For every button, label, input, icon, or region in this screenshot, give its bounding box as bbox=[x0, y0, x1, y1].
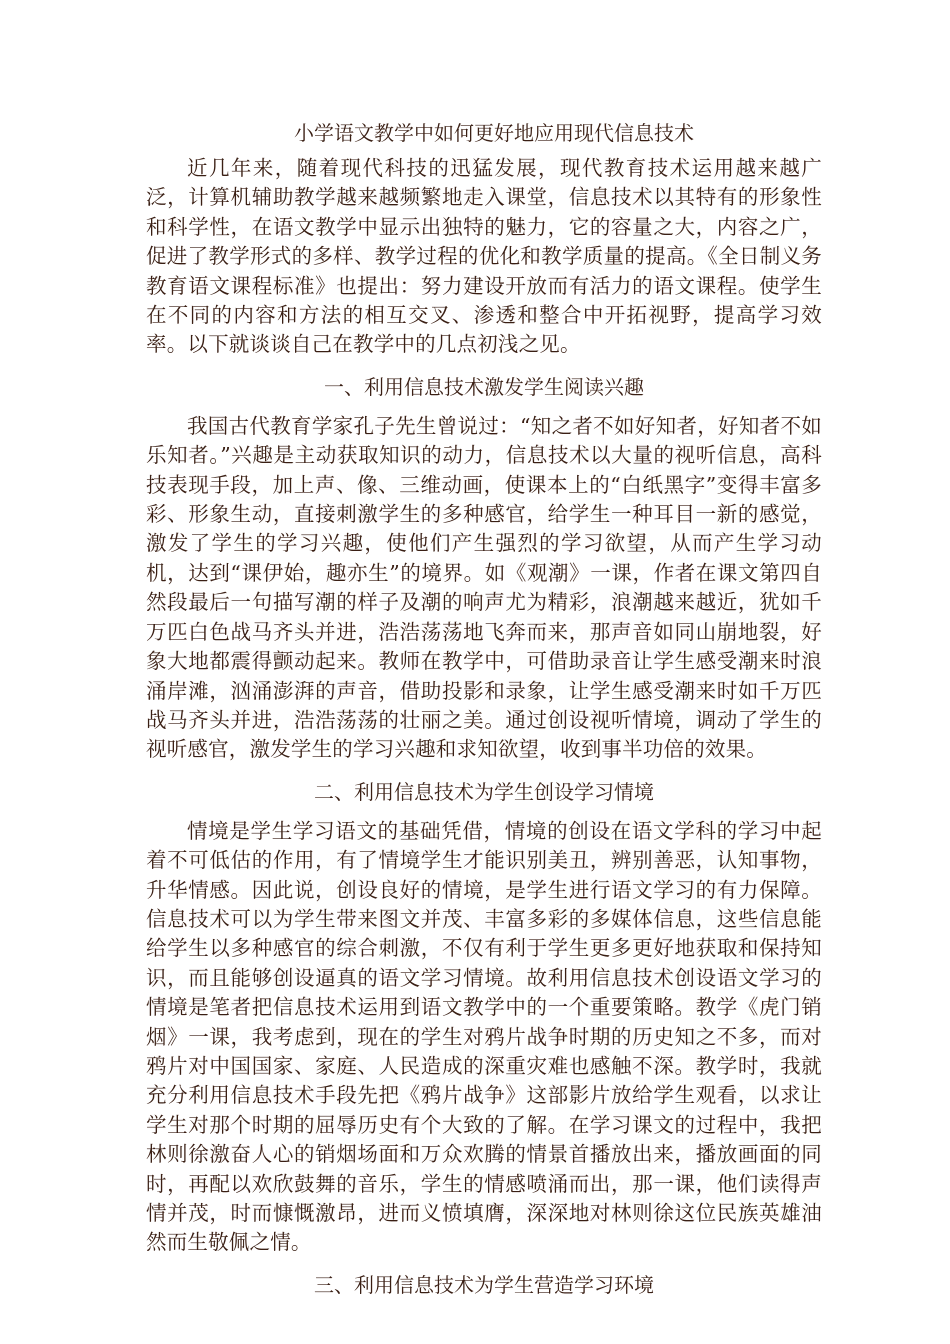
document-title: 小学语文教学中如何更好地应用现代信息技术 bbox=[294, 121, 694, 145]
section-1-body: 我国古代教育学家孔子先生曾说过：“知之者不如好知者，好知者不如乐知者。”兴趣是主动获取知识的动力，信息技术以大量的视听信息，高科技表现手段，加上声、像、三维动画，使课本上的“白纸黑字”变得丰富多彩、形象生动，直接刺激学生的多种感官，给学生一种耳目一新的感觉，激发了学生的学习兴趣，使他们产生强烈的学习欲望，从而产生学习动机，达到“课伊始，趣亦生”的境界。如《观潮》一课，作者在课文第四自然段最后一句描写潮的样子及潮的响声尤为精彩，浪潮越来越近，犹如千万匹白色战马齐头并进，浩浩荡荡地飞奔而来，那声音如同山崩地裂，好象大地都震得颤动起来。教师在教学中，可借助录音让学生感受潮来时浪涌岸滩，汹涌澎湃的声音，借助投影和录象，让学生感受潮来时如千万匹战马齐头并进，浩浩荡荡的壮丽之美。通过创设视听情境，调动了学生的视听感官，激发学生的学习兴趣和求知欲望，收到事半功倍的效果。 bbox=[146, 413, 822, 762]
document-page bbox=[146, 118, 822, 1310]
section-1-heading: 一、利用信息技术激发学生阅读兴趣 bbox=[324, 374, 644, 399]
section-2-body: 情境是学生学习语文的基础凭借，情境的创设在语文学科的学习中起着不可低估的作用，有了情境学生才能识别美丑，辨别善恶，认知事物，升华情感。因此说，创设良好的情境，是学生进行语文学习的有力保障。信息技术可以为学生带来图文并茂、丰富多彩的多媒体信息，这些信息能给学生以多种感官的综合刺激，不仅有利于学生更多更好地获取和保持知识，而且能够创设逼真的语文学习情境。故利用信息技术创设语文学习的情境是笔者把信息技术运用到语文教学中的一个重要策略。教学《虎门销烟》一课，我考虑到，现在的学生对鸦片战争时期的历史知之不多，而对鸦片对中国国家、家庭、人民造成的深重灾难也感触不深。教学时，我就充分利用信息技术手段先把《鸦片战争》这部影片放给学生观看，以求让学生对那个时期的屈辱历史有个大致的了解。在学习课文的过程中，我把林则徐激奋人心的销烟场面和万众欢腾的情景首播放出来，播放画面的同时，再配以欢欣鼓舞的音乐，学生的情感喷涌而出，那一课，他们读得声情并茂，时而慷慨激昂，进而义愤填膺，深深地对林则徐这位民族英雄油然而生敬佩之情。 bbox=[146, 818, 822, 1255]
intro-paragraph: 近几年来，随着现代科技的迅猛发展，现代教育技术运用越来越广泛，计算机辅助教学越来越频繁地走入课堂，信息技术以其特有的形象性和科学性，在语文教学中显示出独特的魅力，它的容量之大，内容之广，促进了教学形式的多样、教学过程的优化和教学质量的提高。《全日制义务教育语文课程标准》也提出：努力建设开放而有活力的语文课程。使学生在不同的内容和方法的相互交叉、渗透和整合中开拓视野，提高学习效率。以下就谈谈自己在教学中的几点初浅之见。 bbox=[146, 156, 822, 357]
section-2-heading: 二、利用信息技术为学生创设学习情境 bbox=[314, 779, 654, 804]
section-3-heading: 三、利用信息技术为学生营造学习环境 bbox=[314, 1272, 654, 1297]
